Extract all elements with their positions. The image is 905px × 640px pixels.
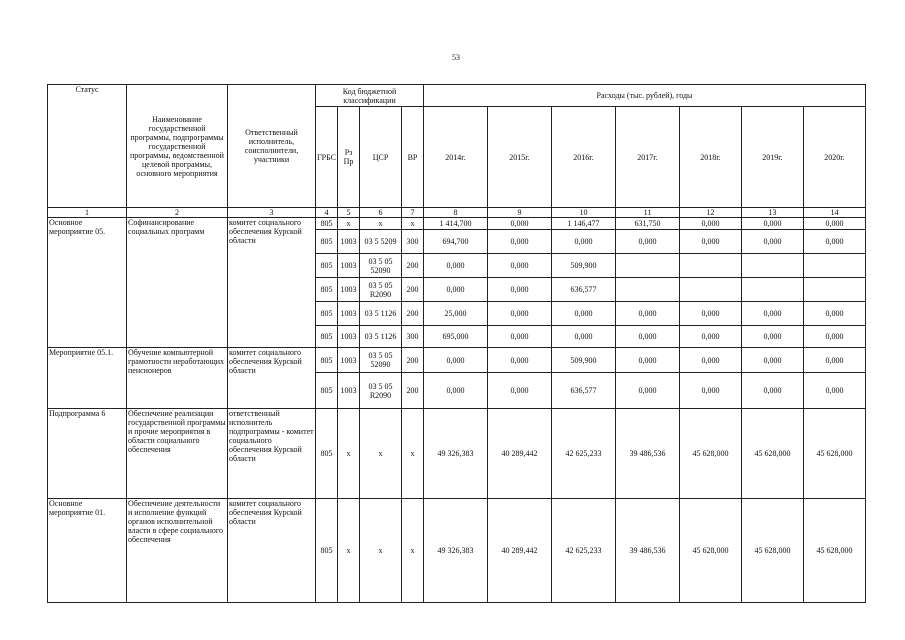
cell-rzpr: 1003 bbox=[338, 230, 360, 254]
col-number: 8 bbox=[424, 208, 488, 218]
cell-amount: 0,000 bbox=[424, 278, 488, 302]
header-grbs: ГРБС bbox=[316, 107, 338, 208]
cell-amount: 694,700 bbox=[424, 230, 488, 254]
col-number: 5 bbox=[338, 208, 360, 218]
col-number: 11 bbox=[616, 208, 680, 218]
cell-amount: 25,000 bbox=[424, 302, 488, 326]
row-status: Подпрограмма 6 bbox=[48, 409, 127, 499]
cell-rzpr: 1003 bbox=[338, 302, 360, 326]
cell-csr: x bbox=[360, 218, 402, 230]
cell-amount: 0,000 bbox=[680, 373, 742, 409]
cell-amount: 0,000 bbox=[804, 373, 866, 409]
cell-grbs: 805 bbox=[316, 409, 338, 499]
cell-amount: 0,000 bbox=[616, 326, 680, 348]
row-responsible: комитет социального обеспечения Курской области bbox=[228, 499, 316, 603]
cell-vr: 200 bbox=[402, 254, 424, 278]
column-number-row bbox=[48, 208, 866, 218]
cell-amount: 45 628,000 bbox=[742, 499, 804, 603]
cell-amount: 39 486,536 bbox=[616, 499, 680, 603]
cell-amount: 1 414,700 bbox=[424, 218, 488, 230]
cell-amount: 0,000 bbox=[804, 302, 866, 326]
cell-grbs: 805 bbox=[316, 326, 338, 348]
cell-amount: 0,000 bbox=[488, 326, 552, 348]
col-number: 12 bbox=[680, 208, 742, 218]
header-rzpr: Рз Пр bbox=[338, 107, 360, 208]
col-number: 10 bbox=[552, 208, 616, 218]
cell-grbs: 805 bbox=[316, 373, 338, 409]
cell-amount: 0,000 bbox=[742, 302, 804, 326]
col-number: 1 bbox=[48, 208, 127, 218]
page-number: 53 bbox=[452, 53, 460, 62]
cell-vr: x bbox=[402, 499, 424, 603]
cell-amount: 0,000 bbox=[488, 278, 552, 302]
cell-amount: 0,000 bbox=[804, 230, 866, 254]
cell-csr: 03 5 5209 bbox=[360, 230, 402, 254]
header-year-2014: 2014г. bbox=[424, 107, 488, 208]
cell-vr: 300 bbox=[402, 326, 424, 348]
cell-vr: x bbox=[402, 409, 424, 499]
col-number: 7 bbox=[402, 208, 424, 218]
cell-amount: 0,000 bbox=[488, 348, 552, 373]
cell-vr: 200 bbox=[402, 373, 424, 409]
cell-vr: 200 bbox=[402, 348, 424, 373]
cell-amount bbox=[680, 254, 742, 278]
row-name: Софинансирование социальных программ bbox=[127, 218, 228, 348]
cell-amount: 45 628,000 bbox=[680, 409, 742, 499]
cell-amount bbox=[616, 254, 680, 278]
cell-amount: 0,000 bbox=[616, 302, 680, 326]
cell-amount bbox=[804, 254, 866, 278]
cell-grbs: 805 bbox=[316, 230, 338, 254]
cell-amount: 0,000 bbox=[742, 326, 804, 348]
header-year-2015: 2015г. bbox=[488, 107, 552, 208]
cell-amount: 0,000 bbox=[616, 230, 680, 254]
cell-amount bbox=[616, 278, 680, 302]
cell-amount: 49 326,383 bbox=[424, 409, 488, 499]
cell-rzpr: x bbox=[338, 218, 360, 230]
cell-amount: 0,000 bbox=[488, 218, 552, 230]
col-number: 14 bbox=[804, 208, 866, 218]
cell-amount: 0,000 bbox=[804, 326, 866, 348]
header-year-2018: 2018г. bbox=[680, 107, 742, 208]
table-row bbox=[48, 499, 866, 603]
cell-csr: 03 5 05 R2090 bbox=[360, 373, 402, 409]
row-responsible: комитет социального обеспечения Курской области bbox=[228, 348, 316, 409]
col-number: 9 bbox=[488, 208, 552, 218]
cell-amount: 49 326,383 bbox=[424, 499, 488, 603]
cell-amount: 1 146,477 bbox=[552, 218, 616, 230]
cell-amount: 45 628,000 bbox=[680, 499, 742, 603]
cell-amount: 0,000 bbox=[804, 348, 866, 373]
cell-amount: 636,577 bbox=[552, 373, 616, 409]
cell-csr: 03 5 05 52090 bbox=[360, 254, 402, 278]
cell-amount: 0,000 bbox=[488, 254, 552, 278]
cell-rzpr: 1003 bbox=[338, 373, 360, 409]
cell-csr: 03 5 1126 bbox=[360, 326, 402, 348]
cell-amount: 0,000 bbox=[488, 230, 552, 254]
cell-amount: 0,000 bbox=[742, 348, 804, 373]
cell-rzpr: 1003 bbox=[338, 348, 360, 373]
header-name: Наименование государственной программы, подпрограммы государственной программы, ведомственной целевой программы, основного мероприятия bbox=[127, 85, 228, 208]
row-name: Обеспечение деятельности и исполнение функций органов исполнительной власти в сфере социального обеспечения bbox=[127, 499, 228, 603]
cell-rzpr: x bbox=[338, 409, 360, 499]
cell-vr: x bbox=[402, 218, 424, 230]
cell-amount: 42 625,233 bbox=[552, 499, 616, 603]
col-number: 3 bbox=[228, 208, 316, 218]
cell-amount: 0,000 bbox=[680, 348, 742, 373]
header-expenses: Расходы (тыс. рублей), годы bbox=[424, 85, 866, 107]
cell-amount: 0,000 bbox=[680, 326, 742, 348]
cell-grbs: 805 bbox=[316, 499, 338, 603]
row-status: Основное мероприятие 01. bbox=[48, 499, 127, 603]
row-status: Мероприятие 05.1. bbox=[48, 348, 127, 409]
cell-amount: 0,000 bbox=[680, 230, 742, 254]
cell-amount: 509,900 bbox=[552, 254, 616, 278]
cell-amount: 0,000 bbox=[552, 326, 616, 348]
row-name: Обучение компьютерной грамотности неработающих пенсионеров bbox=[127, 348, 228, 409]
table-row bbox=[48, 348, 866, 373]
cell-csr: x bbox=[360, 499, 402, 603]
budget-table bbox=[47, 84, 866, 603]
header-year-2016: 2016г. bbox=[552, 107, 616, 208]
cell-amount: 39 486,536 bbox=[616, 409, 680, 499]
col-number: 4 bbox=[316, 208, 338, 218]
cell-rzpr: x bbox=[338, 499, 360, 603]
header-year-2020: 2020г. bbox=[804, 107, 866, 208]
row-name: Обеспечение реализации государственной программы и прочие мероприятия в области социального обеспечения bbox=[127, 409, 228, 499]
cell-amount: 0,000 bbox=[552, 230, 616, 254]
cell-grbs: 805 bbox=[316, 302, 338, 326]
cell-amount: 695,000 bbox=[424, 326, 488, 348]
cell-amount: 0,000 bbox=[552, 302, 616, 326]
header-year-2019: 2019г. bbox=[742, 107, 804, 208]
header-vr: ВР bbox=[402, 107, 424, 208]
col-number: 13 bbox=[742, 208, 804, 218]
row-status: Основное мероприятие 05. bbox=[48, 218, 127, 348]
cell-amount: 0,000 bbox=[742, 218, 804, 230]
cell-amount: 0,000 bbox=[616, 348, 680, 373]
cell-rzpr: 1003 bbox=[338, 254, 360, 278]
header-year-2017: 2017г. bbox=[616, 107, 680, 208]
cell-amount: 631,750 bbox=[616, 218, 680, 230]
cell-amount: 40 289,442 bbox=[488, 409, 552, 499]
cell-amount: 0,000 bbox=[424, 254, 488, 278]
cell-amount: 0,000 bbox=[488, 373, 552, 409]
header-responsible: Ответственный исполнитель, соисполнители, участники bbox=[228, 85, 316, 208]
cell-amount: 45 628,000 bbox=[804, 409, 866, 499]
cell-amount: 0,000 bbox=[680, 218, 742, 230]
cell-rzpr: 1003 bbox=[338, 278, 360, 302]
header-budget-code: Код бюджетной классификации bbox=[316, 85, 424, 107]
cell-grbs: 805 bbox=[316, 254, 338, 278]
cell-amount: 0,000 bbox=[488, 302, 552, 326]
col-number: 2 bbox=[127, 208, 228, 218]
header-status: Статус bbox=[48, 85, 127, 208]
cell-rzpr: 1003 bbox=[338, 326, 360, 348]
cell-amount bbox=[804, 278, 866, 302]
cell-grbs: 805 bbox=[316, 348, 338, 373]
cell-vr: 200 bbox=[402, 302, 424, 326]
header-csr: ЦСР bbox=[360, 107, 402, 208]
cell-amount bbox=[742, 254, 804, 278]
row-responsible: комитет социального обеспечения Курской области bbox=[228, 218, 316, 348]
cell-amount: 40 289,442 bbox=[488, 499, 552, 603]
cell-grbs: 805 bbox=[316, 218, 338, 230]
cell-csr: 03 5 05 R2090 bbox=[360, 278, 402, 302]
cell-vr: 200 bbox=[402, 278, 424, 302]
cell-amount: 0,000 bbox=[424, 348, 488, 373]
row-responsible: ответственный исполнитель подпрограммы - комитет социального обеспечения Курской области bbox=[228, 409, 316, 499]
cell-amount: 0,000 bbox=[680, 302, 742, 326]
table-row bbox=[48, 218, 866, 230]
cell-amount: 0,000 bbox=[742, 230, 804, 254]
cell-amount: 0,000 bbox=[742, 373, 804, 409]
cell-amount: 0,000 bbox=[424, 373, 488, 409]
cell-amount: 45 628,000 bbox=[742, 409, 804, 499]
cell-amount: 0,000 bbox=[804, 218, 866, 230]
cell-vr: 300 bbox=[402, 230, 424, 254]
cell-amount: 636,577 bbox=[552, 278, 616, 302]
cell-amount: 509,900 bbox=[552, 348, 616, 373]
cell-amount: 42 625,233 bbox=[552, 409, 616, 499]
table-row bbox=[48, 409, 866, 499]
cell-amount bbox=[680, 278, 742, 302]
cell-amount bbox=[742, 278, 804, 302]
cell-csr: 03 5 05 52090 bbox=[360, 348, 402, 373]
cell-amount: 0,000 bbox=[616, 373, 680, 409]
col-number: 6 bbox=[360, 208, 402, 218]
cell-csr: 03 5 1126 bbox=[360, 302, 402, 326]
cell-csr: x bbox=[360, 409, 402, 499]
cell-amount: 45 628,000 bbox=[804, 499, 866, 603]
cell-grbs: 805 bbox=[316, 278, 338, 302]
